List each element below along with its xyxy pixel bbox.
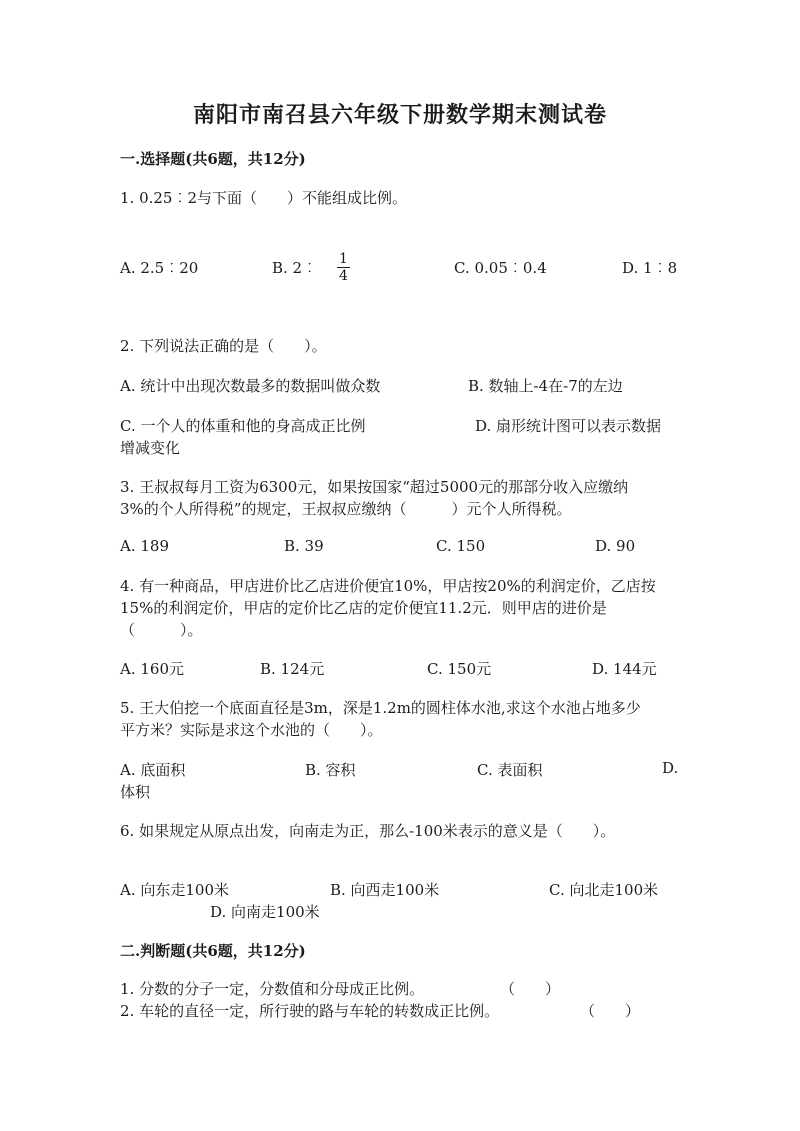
q1-option-b-fraction — [337, 251, 350, 284]
question-1: 1. 0.25︰2与下面（ ）不能组成比例。 — [120, 189, 408, 207]
q3-option-a: A. 189 — [120, 537, 169, 555]
exam-title: 南阳市南召县六年级下册数学期末测试卷 — [192, 102, 607, 128]
fraction-denominator: 4 — [339, 268, 348, 284]
q5-option-d: D. — [662, 759, 679, 777]
q2-option-a: A. 统计中出现次数最多的数据叫做众数 — [120, 377, 381, 395]
q6-option-d: D. 向南走100米 — [210, 903, 320, 921]
section-heading-judgement: 二.判断题(共6题，共12分) — [120, 942, 306, 960]
q4-option-a: A. 160元 — [120, 660, 184, 678]
q5-option-d-continued: 体积 — [120, 783, 151, 801]
question-6: 6. 如果规定从原点出发，向南走为正，那么-100米表示的意义是（ ）。 — [120, 822, 616, 840]
section-heading-choice: 一.选择题(共6题，共12分) — [120, 150, 306, 168]
question-4-line-3: （ ）。 — [120, 621, 203, 639]
q5-option-a: A. 底面积 — [120, 761, 186, 779]
judgement-2: 2. 车轮的直径一定，所行驶的路与车轮的转数成正比例。 — [120, 1002, 500, 1020]
q1-option-b-label: B. 2︰ — [272, 259, 318, 277]
q2-option-d: D. 扇形统计图可以表示数据 — [475, 417, 662, 435]
q1-option-d: D. 1︰8 — [622, 259, 678, 277]
question-2: 2. 下列说法正确的是（ ）。 — [120, 337, 327, 355]
q6-option-a: A. 向东走100米 — [120, 881, 229, 899]
question-3-line-1: 3. 王叔叔每月工资为6300元，如果按国家“超过5000元的那部分收入应缴纳 — [120, 478, 629, 496]
q4-option-b: B. 124元 — [260, 660, 325, 678]
question-5-line-2: 平方米？实际是求这个水池的（ ）。 — [120, 721, 383, 739]
judgement-2-answer-paren: （ ） — [580, 1002, 641, 1020]
q3-option-b: B. 39 — [284, 537, 324, 555]
judgement-1-answer-paren: （ ） — [500, 980, 561, 998]
q4-option-d: D. 144元 — [592, 660, 657, 678]
question-5-line-1: 5. 王大伯挖一个底面直径是3m，深是1.2m的圆柱体水池,求这个水池占地多少 — [120, 699, 641, 717]
fraction-numerator: 1 — [339, 251, 348, 267]
question-4-line-2: 15%的利润定价，甲店的定价比乙店的定价便宜11.2元．则甲店的进价是 — [120, 599, 607, 617]
question-4-line-1: 4. 有一种商品，甲店进价比乙店进价便宜10%，甲店按20%的利润定价，乙店按 — [120, 577, 656, 595]
q3-option-c: C. 150 — [436, 537, 486, 555]
judgement-1: 1. 分数的分子一定，分数值和分母成正比例。 — [120, 980, 425, 998]
q6-option-c: C. 向北走100米 — [549, 881, 659, 899]
q5-option-b: B. 容积 — [305, 761, 356, 779]
q2-option-b: B. 数轴上-4在-7的左边 — [468, 377, 623, 395]
q1-option-b — [272, 257, 317, 278]
q2-option-d-continued: 增减变化 — [120, 439, 181, 457]
question-3-line-2: 3%的个人所得税”的规定，王叔叔应缴纳（ ）元个人所得税。 — [120, 500, 572, 518]
q4-option-c: C. 150元 — [427, 660, 492, 678]
q2-option-c: C. 一个人的体重和他的身高成正比例 — [120, 417, 366, 435]
q1-option-a: A. 2.5︰20 — [120, 259, 199, 277]
q1-option-c: C. 0.05︰0.4 — [454, 259, 547, 277]
q5-option-c: C. 表面积 — [477, 761, 543, 779]
q6-option-b: B. 向西走100米 — [330, 881, 440, 899]
q3-option-d: D. 90 — [595, 537, 636, 555]
